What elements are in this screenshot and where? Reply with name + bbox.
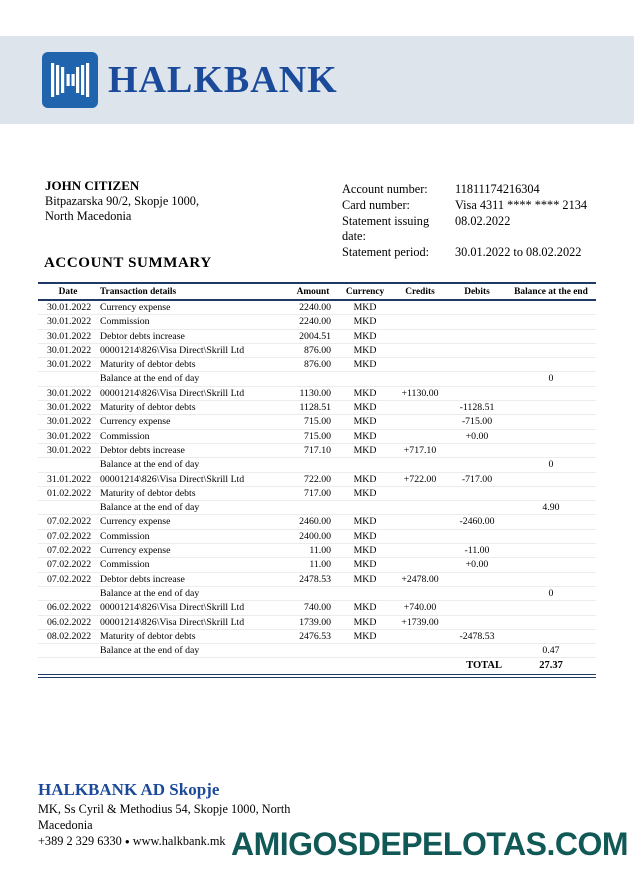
table-header-cell: Transaction details xyxy=(98,283,288,300)
table-cell xyxy=(288,501,338,515)
account-info-row xyxy=(342,214,587,246)
table-cell xyxy=(506,401,596,415)
table-cell xyxy=(448,501,506,515)
table-cell: MKD xyxy=(338,486,392,500)
table-cell xyxy=(38,372,98,386)
table-cell xyxy=(392,629,448,643)
account-info-value: 11811174216304 xyxy=(455,182,540,196)
table-cell: Commission xyxy=(98,315,288,329)
table-cell xyxy=(506,315,596,329)
table-cell: 00001214\826\Visa Direct\Skrill Ltd xyxy=(98,601,288,615)
table-row xyxy=(38,415,596,429)
table-row xyxy=(38,558,596,572)
table-cell xyxy=(506,386,596,400)
bullet-icon: ● xyxy=(124,837,130,846)
account-info-label: Card number: xyxy=(342,197,410,212)
table-cell xyxy=(38,458,98,472)
table-cell xyxy=(338,644,392,658)
table-row xyxy=(38,300,596,315)
table-cell: Balance at the end of day xyxy=(98,586,288,600)
table-cell: 00001214\826\Visa Direct\Skrill Ltd xyxy=(98,343,288,357)
table-cell xyxy=(392,458,448,472)
table-cell xyxy=(448,529,506,543)
table-cell xyxy=(448,358,506,372)
table-cell: +0.00 xyxy=(448,558,506,572)
table-cell: 30.01.2022 xyxy=(38,386,98,400)
table-cell xyxy=(448,458,506,472)
customer-address-line2: North Macedonia xyxy=(45,209,132,223)
table-cell: MKD xyxy=(338,544,392,558)
table-cell xyxy=(38,658,98,677)
table-cell: 30.01.2022 xyxy=(38,300,98,315)
table-cell: 0.47 xyxy=(506,644,596,658)
table-row xyxy=(38,515,596,529)
table-cell xyxy=(392,558,448,572)
table-cell: MKD xyxy=(338,601,392,615)
table-cell: 876.00 xyxy=(288,358,338,372)
table-cell: MKD xyxy=(338,629,392,643)
section-title: ACCOUNT SUMMARY xyxy=(44,255,212,271)
table-row xyxy=(38,544,596,558)
table-cell xyxy=(506,486,596,500)
table-cell: 4.90 xyxy=(506,501,596,515)
table-cell xyxy=(288,458,338,472)
table-cell: Currency expense xyxy=(98,515,288,529)
table-cell xyxy=(448,315,506,329)
table-cell: Debtor debts increase xyxy=(98,329,288,343)
table-cell: 07.02.2022 xyxy=(38,544,98,558)
table-cell: 00001214\826\Visa Direct\Skrill Ltd xyxy=(98,386,288,400)
table-cell: Commission xyxy=(98,558,288,572)
table-cell: MKD xyxy=(338,429,392,443)
table-row xyxy=(38,601,596,615)
table-cell: MKD xyxy=(338,572,392,586)
table-cell: -717.00 xyxy=(448,472,506,486)
table-cell: Balance at the end of day xyxy=(98,458,288,472)
table-cell xyxy=(392,343,448,357)
total-row xyxy=(38,658,596,677)
transactions-table-wrap xyxy=(38,282,596,678)
table-cell xyxy=(448,443,506,457)
table-cell xyxy=(506,529,596,543)
table-cell xyxy=(38,586,98,600)
table-cell: +717.10 xyxy=(392,443,448,457)
table-cell: 876.00 xyxy=(288,343,338,357)
table-cell: 0 xyxy=(506,372,596,386)
table-cell xyxy=(506,629,596,643)
brand-name: HALKBANK xyxy=(108,59,338,101)
table-cell xyxy=(506,300,596,315)
table-cell: MKD xyxy=(338,558,392,572)
table-cell xyxy=(338,501,392,515)
table-cell xyxy=(506,429,596,443)
table-cell xyxy=(448,329,506,343)
footer-address-line2: Macedonia xyxy=(38,817,93,832)
table-cell: MKD xyxy=(338,300,392,315)
account-info xyxy=(342,182,587,261)
table-cell: MKD xyxy=(338,315,392,329)
table-cell: 740.00 xyxy=(288,601,338,615)
table-cell xyxy=(506,358,596,372)
table-cell: 715.00 xyxy=(288,415,338,429)
table-cell: -2478.53 xyxy=(448,629,506,643)
table-cell: +2478.00 xyxy=(392,572,448,586)
table-header-cell: Credits xyxy=(392,283,448,300)
table-cell: 30.01.2022 xyxy=(38,329,98,343)
table-cell: 06.02.2022 xyxy=(38,601,98,615)
table-cell xyxy=(392,315,448,329)
table-cell: 30.01.2022 xyxy=(38,443,98,457)
table-cell xyxy=(506,615,596,629)
account-info-label: Statement period: xyxy=(342,245,430,260)
table-cell: 30.01.2022 xyxy=(38,401,98,415)
table-cell xyxy=(448,300,506,315)
table-cell: -2460.00 xyxy=(448,515,506,529)
table-row xyxy=(38,586,596,600)
table-cell xyxy=(448,386,506,400)
table-cell: 07.02.2022 xyxy=(38,515,98,529)
table-cell: 0 xyxy=(506,586,596,600)
table-cell: MKD xyxy=(338,386,392,400)
table-cell: Maturity of debtor debts xyxy=(98,401,288,415)
table-cell: 1128.51 xyxy=(288,401,338,415)
table-cell: MKD xyxy=(338,472,392,486)
table-cell: 31.01.2022 xyxy=(38,472,98,486)
table-cell xyxy=(392,658,448,677)
watermark: AMIGOSDEPELOTAS.COM xyxy=(230,826,628,862)
table-cell: Balance at the end of day xyxy=(98,501,288,515)
table-cell: MKD xyxy=(338,401,392,415)
table-cell xyxy=(392,486,448,500)
table-row xyxy=(38,629,596,643)
table-cell xyxy=(392,644,448,658)
customer-name: JOHN CITIZEN xyxy=(45,178,140,193)
table-cell: 2240.00 xyxy=(288,300,338,315)
table-cell: +1739.00 xyxy=(392,615,448,629)
table-cell xyxy=(288,658,338,677)
table-cell: 01.02.2022 xyxy=(38,486,98,500)
table-header-cell: Balance at the end xyxy=(506,283,596,300)
account-info-label: Account number: xyxy=(342,182,428,196)
table-cell: Balance at the end of day xyxy=(98,372,288,386)
table-cell xyxy=(506,558,596,572)
table-cell: 06.02.2022 xyxy=(38,615,98,629)
table-cell: 2476.53 xyxy=(288,629,338,643)
table-header-cell: Currency xyxy=(338,283,392,300)
table-cell: 30.01.2022 xyxy=(38,358,98,372)
table-cell: 00001214\826\Visa Direct\Skrill Ltd xyxy=(98,615,288,629)
customer-block xyxy=(45,178,199,225)
table-cell: 07.02.2022 xyxy=(38,572,98,586)
table-cell xyxy=(98,658,288,677)
table-cell xyxy=(448,372,506,386)
table-cell xyxy=(448,486,506,500)
table-cell: Currency expense xyxy=(98,300,288,315)
table-cell xyxy=(506,343,596,357)
table-row xyxy=(38,644,596,658)
table-cell xyxy=(338,458,392,472)
table-cell xyxy=(392,544,448,558)
table-cell: Commission xyxy=(98,429,288,443)
table-cell: 2240.00 xyxy=(288,315,338,329)
table-cell: +1130.00 xyxy=(392,386,448,400)
table-cell: -11.00 xyxy=(448,544,506,558)
table-cell xyxy=(448,615,506,629)
account-info-row xyxy=(342,245,587,261)
table-row xyxy=(38,486,596,500)
table-cell xyxy=(506,472,596,486)
table-cell: 11.00 xyxy=(288,544,338,558)
table-cell: Currency expense xyxy=(98,544,288,558)
table-cell xyxy=(506,544,596,558)
table-cell: 717.10 xyxy=(288,443,338,457)
table-cell xyxy=(338,658,392,677)
table-cell xyxy=(392,300,448,315)
table-cell xyxy=(338,372,392,386)
table-cell: Maturity of debtor debts xyxy=(98,486,288,500)
table-cell xyxy=(448,343,506,357)
table-cell: 2460.00 xyxy=(288,515,338,529)
table-cell: +0.00 xyxy=(448,429,506,443)
table-cell xyxy=(338,586,392,600)
table-row xyxy=(38,429,596,443)
table-cell: 11.00 xyxy=(288,558,338,572)
table-cell: 2478.53 xyxy=(288,572,338,586)
table-cell xyxy=(38,644,98,658)
table-cell xyxy=(448,644,506,658)
table-cell: -715.00 xyxy=(448,415,506,429)
table-cell: Currency expense xyxy=(98,415,288,429)
footer-address-line1: MK, Ss Cyril & Methodius 54, Skopje 1000, North xyxy=(38,802,291,816)
table-cell: Maturity of debtor debts xyxy=(98,358,288,372)
table-cell xyxy=(448,572,506,586)
table-cell: Commission xyxy=(98,529,288,543)
table-cell xyxy=(506,572,596,586)
table-cell: 1130.00 xyxy=(288,386,338,400)
footer-website: www.halkbank.mk xyxy=(132,834,226,848)
table-cell: MKD xyxy=(338,343,392,357)
table-cell: 08.02.2022 xyxy=(38,629,98,643)
table-cell: +722.00 xyxy=(392,472,448,486)
table-cell: MKD xyxy=(338,329,392,343)
table-cell: 2004.51 xyxy=(288,329,338,343)
table-cell xyxy=(392,515,448,529)
table-cell xyxy=(288,586,338,600)
halkbank-logo-icon xyxy=(42,52,98,108)
footer-phone: +389 2 329 6330 xyxy=(38,834,122,848)
table-row xyxy=(38,443,596,457)
total-value: 27.37 xyxy=(539,660,563,672)
table-header-cell: Date xyxy=(38,283,98,300)
table-row xyxy=(38,386,596,400)
table-cell: 717.00 xyxy=(288,486,338,500)
table-cell: +740.00 xyxy=(392,601,448,615)
table-row xyxy=(38,329,596,343)
table-body xyxy=(38,300,596,658)
account-info-value: 30.01.2022 to 08.02.2022 xyxy=(455,245,582,260)
customer-address-line1: Bitpazarska 90/2, Skopje 1000, xyxy=(45,193,200,208)
account-info-value: 08.02.2022 xyxy=(455,213,511,228)
table-cell xyxy=(392,358,448,372)
table-cell xyxy=(392,372,448,386)
table-cell xyxy=(392,329,448,343)
table-cell xyxy=(506,601,596,615)
account-info-row xyxy=(342,198,587,214)
table-cell xyxy=(288,372,338,386)
table-cell: Debtor debts increase xyxy=(98,572,288,586)
table-cell: 722.00 xyxy=(288,472,338,486)
table-row xyxy=(38,458,596,472)
table-row xyxy=(38,501,596,515)
table-cell xyxy=(506,515,596,529)
table-cell xyxy=(392,586,448,600)
account-info-row xyxy=(342,182,587,198)
table-cell: 07.02.2022 xyxy=(38,529,98,543)
account-info-value: Visa 4311 **** **** 2134 xyxy=(455,197,588,212)
table-cell: 0 xyxy=(506,458,596,472)
table-cell xyxy=(448,601,506,615)
table-cell: MKD xyxy=(338,515,392,529)
table-row xyxy=(38,315,596,329)
transactions-table xyxy=(38,282,596,678)
table-cell: MKD xyxy=(338,358,392,372)
table-cell: 1739.00 xyxy=(288,615,338,629)
table-row xyxy=(38,358,596,372)
table-cell: Balance at the end of day xyxy=(98,644,288,658)
table-cell: 30.01.2022 xyxy=(38,343,98,357)
table-cell: 2400.00 xyxy=(288,529,338,543)
table-cell: 715.00 xyxy=(288,429,338,443)
table-cell xyxy=(506,415,596,429)
table-cell: 30.01.2022 xyxy=(38,415,98,429)
table-cell xyxy=(506,329,596,343)
table-header-cell: Debits xyxy=(448,283,506,300)
table-cell: 30.01.2022 xyxy=(38,315,98,329)
table-cell xyxy=(392,401,448,415)
table-header-cell: Amount xyxy=(288,283,338,300)
brand-header xyxy=(0,36,634,124)
table-row xyxy=(38,472,596,486)
table-cell: 07.02.2022 xyxy=(38,558,98,572)
table-row xyxy=(38,572,596,586)
table-cell: 00001214\826\Visa Direct\Skrill Ltd xyxy=(98,472,288,486)
table-cell xyxy=(448,586,506,600)
table-row xyxy=(38,529,596,543)
table-row xyxy=(38,343,596,357)
table-header-row xyxy=(38,283,596,300)
table-cell: MKD xyxy=(338,615,392,629)
table-cell xyxy=(392,429,448,443)
table-cell xyxy=(288,644,338,658)
table-cell: 30.01.2022 xyxy=(38,429,98,443)
table-cell: -1128.51 xyxy=(448,401,506,415)
footer-company: HALKBANK AD Skopje xyxy=(38,780,220,799)
table-row xyxy=(38,401,596,415)
table-cell: MKD xyxy=(338,443,392,457)
table-cell: Debtor debts increase xyxy=(98,443,288,457)
table-cell xyxy=(38,501,98,515)
table-row xyxy=(38,615,596,629)
table-row xyxy=(38,372,596,386)
table-cell: MKD xyxy=(338,529,392,543)
table-cell: MKD xyxy=(338,415,392,429)
total-label: TOTAL xyxy=(466,660,502,672)
account-info-label: Statement issuing date: xyxy=(342,213,430,244)
table-cell: Maturity of debtor debts xyxy=(98,629,288,643)
table-cell xyxy=(392,415,448,429)
table-cell xyxy=(392,529,448,543)
table-cell xyxy=(506,443,596,457)
table-cell xyxy=(392,501,448,515)
